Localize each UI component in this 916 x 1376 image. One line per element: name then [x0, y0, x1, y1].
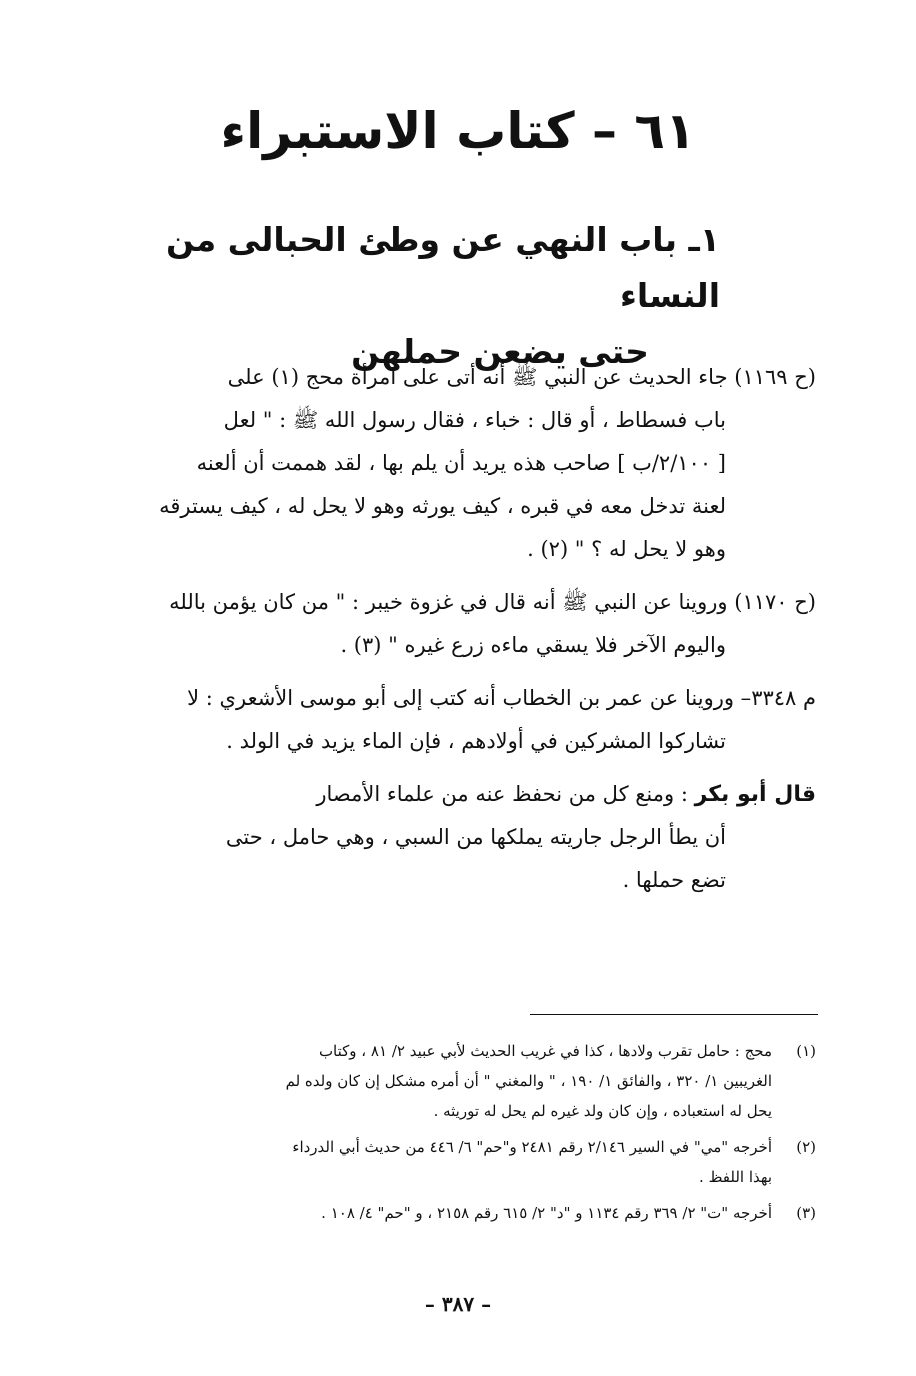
paragraph-line: وهو لا يحل له ؟ " (٢) . — [527, 537, 726, 561]
footnotes — [100, 1036, 816, 1234]
footnote-2 — [100, 1132, 816, 1192]
hadith-paragraph — [96, 581, 816, 667]
footnote-line: محج : حامل تقرب ولادها ، كذا في غريب الحديث لأبي عبيد ٢/ ٨١ ، وكتاب — [318, 1042, 772, 1060]
chapter-title-line-1: ١ـ باب النهي عن وطئ الحبالى من النساء — [166, 220, 720, 315]
paragraph-continuation — [96, 816, 816, 902]
chapter-title-line-2: حتى يضعن حملهن — [351, 332, 649, 371]
footnote-text — [100, 1132, 772, 1192]
footnote-line: أخرجه "ت" ٢/ ٣٦٩ رقم ١١٣٤ و "د" ٢/ ٦١٥ رقم ٢١٥٨ ، و "حم" ٤/ ١٠٨ . — [321, 1204, 772, 1222]
footnote-number: (١) — [796, 1042, 816, 1060]
paragraph-line: تشاركوا المشركين في أولادهم ، فإن الماء يزيد في الولد . — [226, 729, 726, 753]
paragraph-first-line: (ح ١١٧٠) وروينا عن النبي ﷺ أنه قال في غزوة خيبر : " من كان يؤمن بالله — [169, 590, 816, 614]
paragraph-first-line: (ح ١١٦٩) جاء الحديث عن النبي ﷺ أنه أتى على امرأة محج (١) على — [227, 365, 816, 389]
paragraph-line: أن يطأ الرجل جاريته يملكها من السبي ، وهي حامل ، حتى — [225, 825, 726, 849]
main-text — [96, 356, 816, 912]
footnote-line: أخرجه "مي" في السير ٢/١٤٦ رقم ٢٤٨١ و"حم" ٦/ ٤٤٦ من حديث أبي الدرداء — [292, 1138, 772, 1156]
paragraph-line: [ ٢/١٠٠/ب ] صاحب هذه يريد أن يلم بها ، لقد هممت أن ألعنه — [196, 451, 726, 475]
commentary-first-text: : ومنع كل من نحفظ عنه من علماء الأمصار — [316, 782, 695, 806]
footnote-line: يحل له استعباده ، وإن كان ولد غيره لم يحل له توريثه . — [433, 1102, 772, 1120]
paragraph-line: باب فسطاط ، أو قال : خباء ، فقال رسول الله ﷺ : " لعل — [223, 408, 726, 432]
footnote-line: بهذا اللفظ . — [699, 1168, 772, 1186]
paragraph-first-line — [96, 773, 816, 816]
paragraph-continuation — [96, 720, 816, 763]
footnote-3 — [100, 1198, 816, 1228]
author-label: قال أبو بكر — [694, 782, 816, 807]
paragraph-continuation — [96, 624, 816, 667]
footnote-number: (٢) — [796, 1138, 816, 1156]
hadith-paragraph — [96, 356, 816, 571]
footnote-text — [100, 1036, 772, 1126]
paragraph-first-line: م ٣٣٤٨– وروينا عن عمر بن الخطاب أنه كتب إلى أبو موسى الأشعري : لا — [187, 686, 816, 710]
athar-paragraph — [96, 677, 816, 763]
commentary-paragraph — [96, 773, 816, 902]
footnote-number: (٣) — [796, 1204, 816, 1222]
paragraph-continuation — [96, 399, 816, 571]
book-title: ٦١ – كتاب الاستبراء — [220, 102, 696, 160]
chapter-title — [160, 212, 720, 380]
paragraph-line: لعنة تدخل معه في قبره ، كيف يورثه وهو لا يحل له ، كيف يسترقه — [159, 494, 726, 518]
page-number: – ٣٨٧ – — [424, 1292, 492, 1316]
footnote-line: الغريبين ١/ ٣٢٠ ، والفائق ١/ ١٩٠ ، " والمغني " أن أمره مشكل إن كان ولده لم — [285, 1072, 772, 1090]
footnote-divider — [530, 1014, 818, 1015]
footnote-1 — [100, 1036, 816, 1126]
paragraph-line: تضع حملها . — [622, 868, 726, 892]
paragraph-line: واليوم الآخر فلا يسقي ماءه زرع غيره " (٣) . — [340, 633, 726, 657]
footnote-text — [100, 1198, 772, 1228]
